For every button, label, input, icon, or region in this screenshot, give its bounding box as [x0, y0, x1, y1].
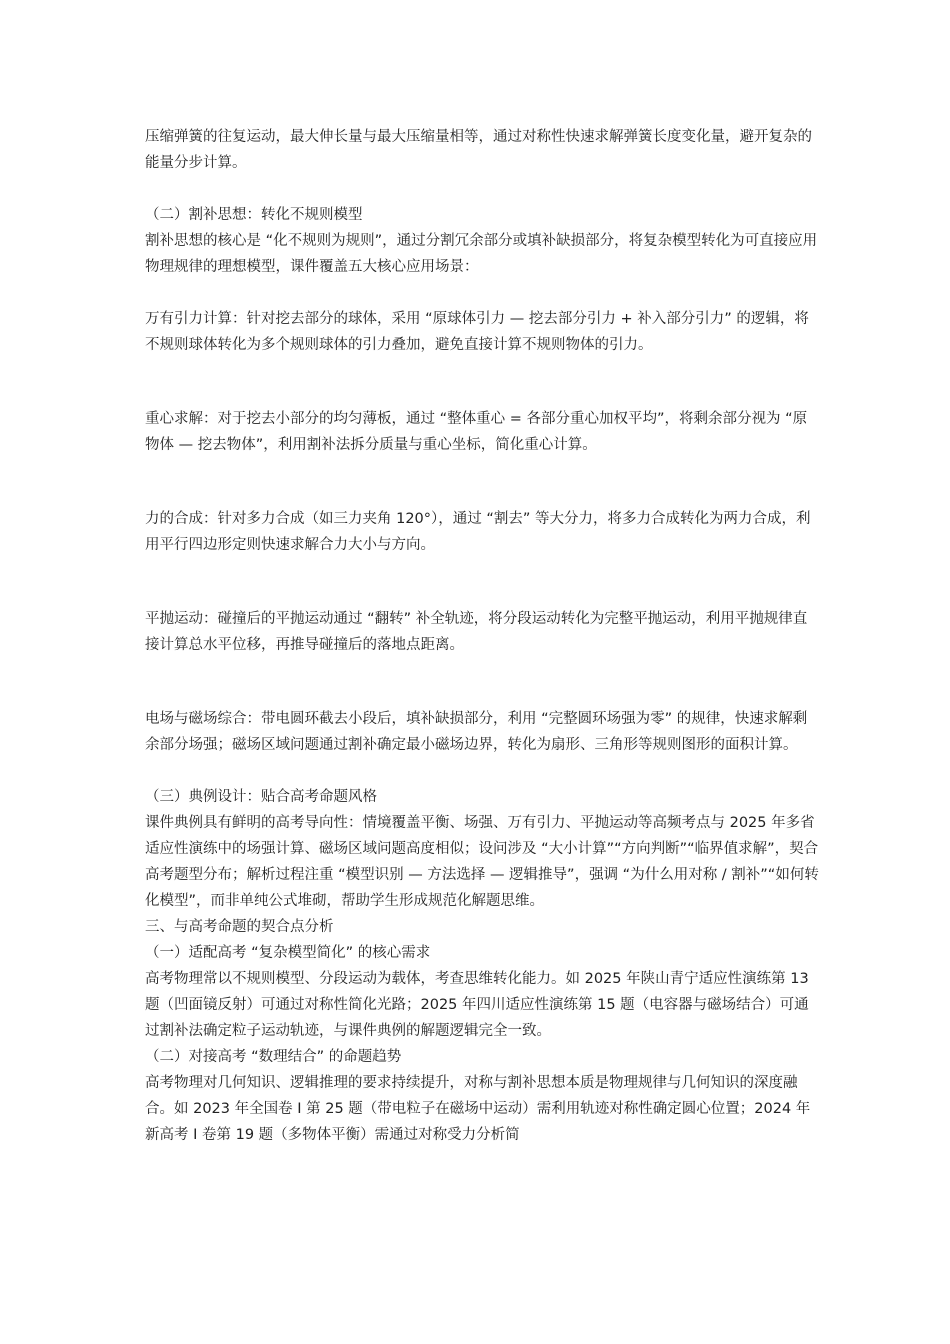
spacer — [145, 458, 820, 506]
paragraph-math-physics: 高考物理对几何知识、逻辑推理的要求持续提升，对称与割补思想本质是物理规律与几何知识的深度融合。如 2023 年全国卷 Ⅰ 第 25 题（带电粒子在磁场中运动）需利用轨迹对称性确定圆心位置；2024 年新高考 Ⅰ 卷第 19 题（多物体平衡）需通过对称受力分析简 — [145, 1075, 811, 1143]
spacer — [145, 280, 820, 306]
paragraph-gravitation: 万有引力计算：针对挖去部分的球体，采用 “原球体引力 — 挖去部分引力 + 补入部分引力” 的逻辑，将不规则球体转化为多个规则球体的引力叠加，避免直接计算不规则物体的引力。 — [145, 311, 809, 353]
paragraph-center-of-gravity: 重心求解：对于挖去小部分的均匀薄板，通过 “整体重心 = 各部分重心加权平均”，将剩余部分视为 “原物体 — 挖去物体”，利用割补法拆分质量与重心坐标，简化重心计算。 — [145, 411, 808, 453]
subsection-heading-math-physics: （二）对接高考 “数理结合” 的命题趋势 — [145, 1049, 402, 1065]
paragraph-model-simplify: 高考物理常以不规则模型、分段运动为载体，考查思维转化能力。如 2025 年陕山青宁适应性演练第 13 题（凹面镜反射）可通过对称性简化光路；2025 年四川适应性演练第 15 题（电容器与磁场结合）可通过割补法确定粒子运动轨迹，与课件典例的解题逻辑完全一致。 — [145, 971, 809, 1039]
paragraph-electric-magnetic: 电场与磁场综合：带电圆环截去小段后，填补缺损部分，利用 “完整圆环场强为零” 的规律，快速求解剩余部分场强；磁场区域问题通过割补确定最小磁场边界，转化为扇形、三角形等规则图形的面积计算。 — [145, 711, 808, 753]
spacer — [145, 658, 820, 706]
subsection-heading-model-simplify: （一）适配高考 “复杂模型简化” 的核心需求 — [145, 945, 431, 961]
paragraph-examples: 课件典例具有鲜明的高考导向性：情境覆盖平衡、场强、万有引力、平抛运动等高频考点与 2025 年多省适应性演练中的场强计算、磁场区域问题高度相似；设问涉及 “大小计算”“方向判断”“临界值求解”，契合高考题型分布；解析过程注重 “模型识别 — 方法选择 — 逻辑推导”，强调 “为什么用对称 / 割补”“如何转化模型”，而非单纯公式堆砌，帮助学生形成规范化解题思维。 — [145, 815, 819, 909]
section-heading-gaokao-fit: 三、与高考命题的契合点分析 — [145, 919, 334, 935]
paragraph-projectile-motion: 平抛运动：碰撞后的平抛运动通过 “翻转” 补全轨迹，将分段运动转化为完整平抛运动，利用平抛规律直接计算总水平位移，再推导碰撞后的落地点距离。 — [145, 611, 808, 653]
spacer — [145, 558, 820, 606]
spacer — [145, 176, 820, 202]
paragraph-spring-symmetry: 压缩弹簧的往复运动，最大伸长量与最大压缩量相等，通过对称性快速求解弹簧长度变化量，避开复杂的能量分步计算。 — [145, 129, 812, 171]
spacer — [145, 758, 820, 784]
paragraph-cut-fill-core: 割补思想的核心是 “化不规则为规则”，通过分割冗余部分或填补缺损部分，将复杂模型转化为可直接应用物理规律的理想模型，课件覆盖五大核心应用场景： — [145, 233, 818, 275]
paragraph-force-composition: 力的合成：针对多力合成（如三力夹角 120°），通过 “割去” 等大分力，将多力合成转化为两力合成，利用平行四边形定则快速求解合力大小与方向。 — [145, 511, 811, 553]
spacer — [145, 358, 820, 406]
section-heading-examples: （三）典例设计：贴合高考命题风格 — [145, 789, 377, 805]
section-heading-cut-fill: （二）割补思想：转化不规则模型 — [145, 207, 363, 223]
document-body — [145, 124, 820, 1148]
